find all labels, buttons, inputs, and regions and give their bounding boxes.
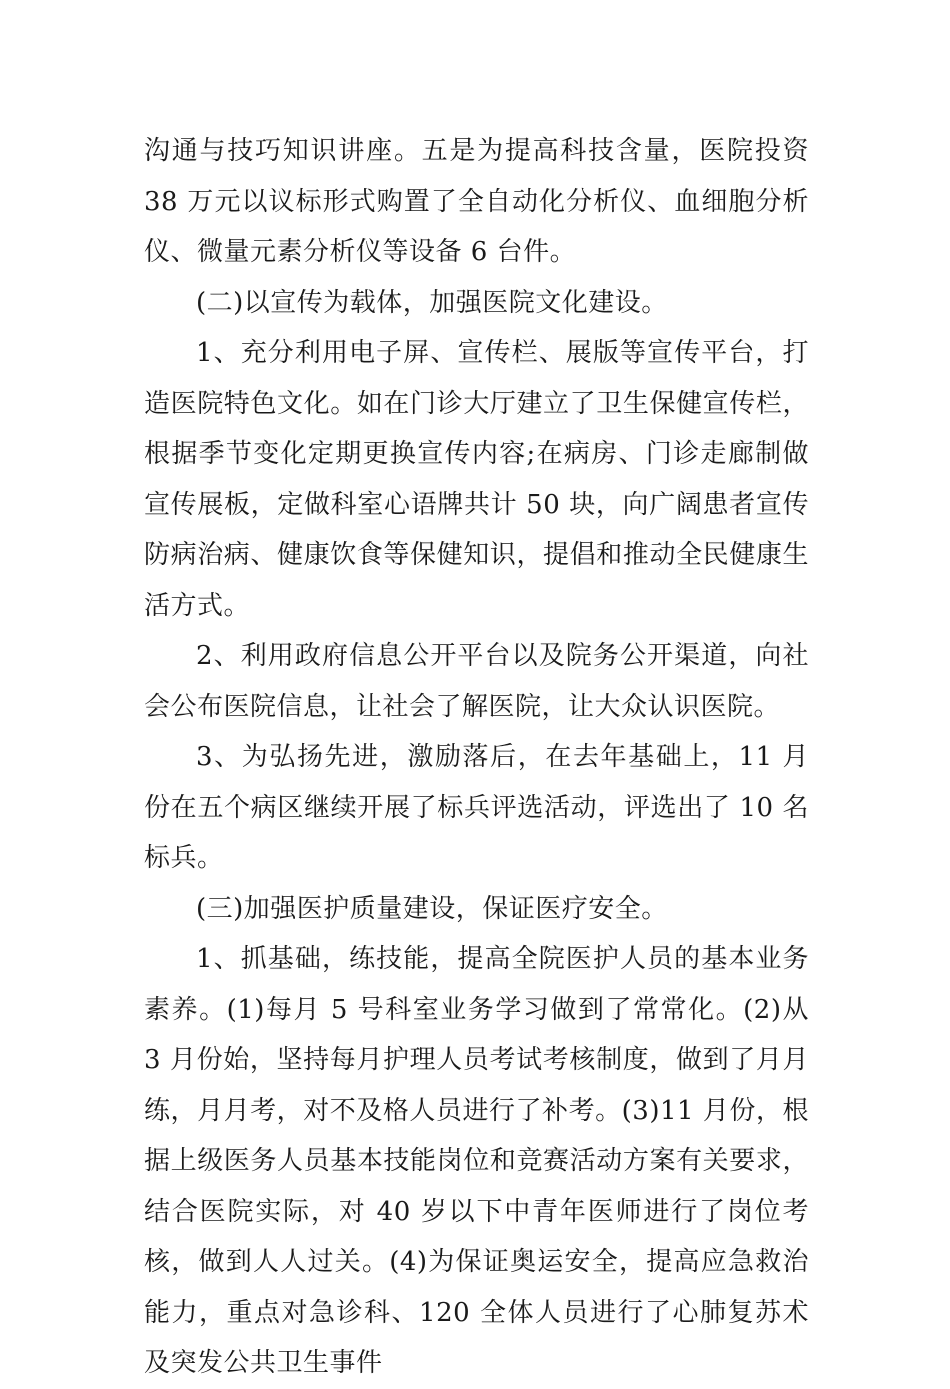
paragraph-1: 沟通与技巧知识讲座。五是为提高科技含量，医院投资 38 万元以议标形式购置了全自动化分析仪、血细胞分析仪、微量元素分析仪等设备 6 台件。 [144,136,809,267]
paragraph-2-3: 3、为弘扬先进，激励落后，在去年基础上，11 月份在五个病区继续开展了标兵评选活动，评选出了 10 名标兵。 [144,742,809,873]
section-heading-2: (二)以宣传为载体，加强医院文化建设。 [196,287,668,318]
section-heading-3: (三)加强医护质量建设，保证医疗安全。 [196,893,668,924]
paragraph-2-1: 1、充分利用电子屏、宣传栏、展版等宣传平台，打造医院特色文化。如在门诊大厅建立了卫生保健宣传栏，根据季节变化定期更换宣传内容;在病房、门诊走廊制做宣传展板，定做科室心语牌共计 50 块，向广阔患者宣传防病治病、健康饮食等保健知识，提倡和推动全民健康生活方式。 [144,338,809,621]
paragraph-3-1: 1、抓基础，练技能，提高全院医护人员的基本业务素养。(1)每月 5 号科室业务学习做到了常常化。(2)从 3 月份始，坚持每月护理人员考试考核制度，做到了月月练，月月考，对不及格人员进行了补考。(3)11 月份，根据上级医务人员基本技能岗位和竞赛活动方案有关要求，结合医院实际，对 40 岁以下中青年医师进行了岗位考核，做到人人过关。(4)为保证奥运安全，提高应急救治能力，重点对急诊科、120 全体人员进行了心肺复苏术及突发公共卫生事件 [144,944,809,1378]
paragraph-2-2: 2、利用政府信息公开平台以及院务公开渠道，向社会公布医院信息，让社会了解医院，让大众认识医院。 [144,641,809,722]
document-body [144,126,809,1389]
